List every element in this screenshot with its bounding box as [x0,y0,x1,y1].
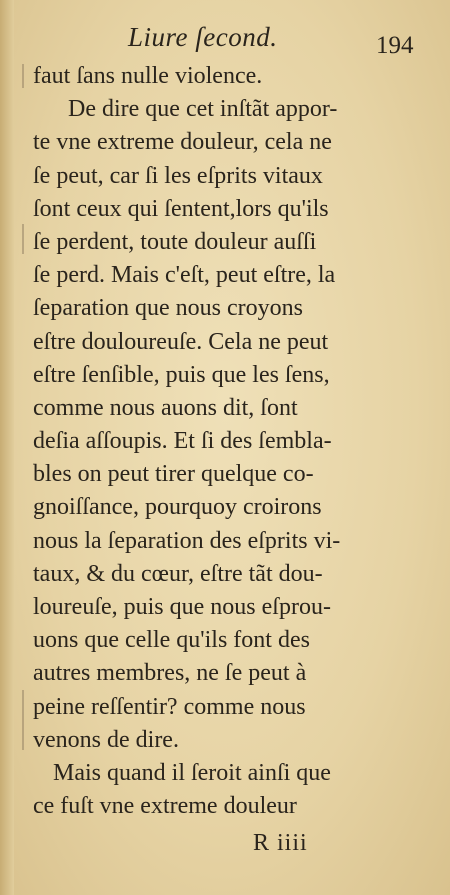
text-line: taux, & du cœur, eſtre tãt dou- [33,560,323,587]
text-line: De dire que cet inſtãt appor- [68,96,338,123]
text-line: nous la ſeparation des eſprits vi- [33,527,341,554]
text-line: peine reſſentir? comme nous [33,693,306,720]
text-line: bles on peut tirer quelque co- [33,461,314,488]
text-line: ſe peut, car ſi les eſprits vitaux [33,162,323,189]
text-line: ſe perd. Mais c'eſt, peut eſtre, la [33,262,336,289]
text-line: uons que celle qu'ils font des [33,627,310,654]
text-line: ſeparation que nous croyons [33,295,303,322]
text-line: ce fuſt vne extreme douleur [33,793,297,820]
signature-mark: R iiii [253,830,308,856]
margin-mark [22,224,24,254]
text-line: loureuſe, puis que nous eſprou- [33,594,331,620]
text-line: eſtre douloureuſe. Cela ne peut [33,328,329,355]
margin-mark [22,64,24,88]
binding-gutter [0,0,14,895]
page-number: 194 [376,32,414,59]
text-line: ſe perdent, toute douleur auſſi [33,228,317,255]
running-title: Liure ſecond. [128,22,278,52]
text-line: ſont ceux qui ſentent,lors qu'ils [33,195,329,222]
margin-mark [22,690,24,750]
page-header [0,18,450,58]
text-line: eſtre ſenſible, puis que les ſens, [33,361,330,388]
text-line: autres membres, ne ſe peut à [33,660,307,687]
text-line: gnoiſſance, pourquoy croirons [33,494,322,521]
text-line: faut ſans nulle violence. [33,63,263,89]
text-line: te vne extreme douleur, cela ne [33,129,332,156]
text-line: comme nous auons dit, ſont [33,394,298,421]
text-line: deſia aſſoupis. Et ſi des ſembla- [33,428,332,455]
text-line: Mais quand il ſeroit ainſi que [53,759,331,786]
text-line: venons de dire. [33,726,179,753]
body-text [33,60,433,823]
